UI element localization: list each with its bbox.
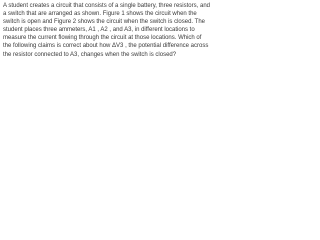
question-text: A student creates a circuit that consists of a single battery, three resistors, and a switch that are arranged as shown. Figure 1 shows the circuit when the switch is open and Figure 2 shows the circuit when the switch is closed. The student places three ammeters, A1 , A2 , and A3, in different locations to measure the current flowing through the circuit at those locations. Which of the following claims is correct about how ΔV3 , the potential difference across the resistor connected to A3, changes when the switch is closed? <box>3 3 210 58</box>
question-block <box>0 0 213 88</box>
